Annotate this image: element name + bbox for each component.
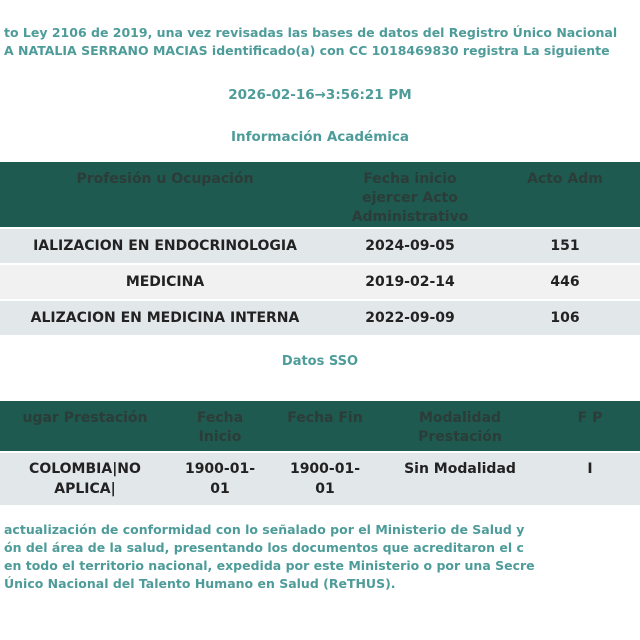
footer-line-1: actualización de conformidad con lo señalado por el Ministerio de Salud y — [4, 522, 525, 537]
timestamp: 2026-02-16→3:56:21 PM — [228, 87, 412, 103]
act-cell: 151 — [490, 229, 640, 263]
table-header-row — [0, 162, 640, 227]
footer-text — [0, 521, 640, 593]
table-row — [0, 265, 640, 299]
academic-section-title: Información Académica — [230, 129, 410, 145]
table-row — [0, 301, 640, 335]
header-end: Fecha Fin — [270, 401, 380, 451]
header-admin-act: Acto Adm — [490, 162, 640, 227]
footer-line-2: ón del área de la salud, presentando los documentos que acreditaron el c — [4, 540, 524, 555]
academic-table — [0, 160, 640, 337]
date-cell: 2019-02-14 — [330, 265, 490, 299]
profession-cell: IALIZACION EN ENDOCRINOLOGIA — [0, 229, 330, 263]
table-header-row — [0, 401, 640, 451]
intro-line-1: to Ley 2106 de 2019, una vez revisadas las bases de datos del Registro Único Nacional — [4, 25, 618, 40]
intro-text — [0, 0, 640, 60]
header-start-date: Fecha inicio ejercer Acto Administrativo — [330, 162, 490, 227]
place-cell: COLOMBIA|NO APLICA| — [0, 453, 170, 505]
footer-line-4: Único Nacional del Talento Humano en Salud (ReTHUS). — [4, 576, 396, 591]
date-cell: 2022-09-09 — [330, 301, 490, 335]
end-cell: 1900-01-01 — [270, 453, 380, 505]
header-extra: F P — [540, 401, 640, 451]
profession-cell: MEDICINA — [0, 265, 330, 299]
table-row — [0, 453, 640, 505]
extra-cell: I — [540, 453, 640, 505]
intro-line-2: A NATALIA SERRANO MACIAS identificado(a) con CC 1018469830 registra La siguiente — [4, 43, 610, 58]
header-modality: Modalidad Prestación — [380, 401, 540, 451]
sso-section-title: Datos SSO — [281, 354, 359, 369]
sso-table — [0, 399, 640, 507]
start-cell: 1900-01-01 — [170, 453, 270, 505]
header-profession: Profesión u Ocupación — [0, 162, 330, 227]
modality-cell: Sin Modalidad — [380, 453, 540, 505]
header-start: Fecha Inicio — [170, 401, 270, 451]
table-row — [0, 229, 640, 263]
act-cell: 106 — [490, 301, 640, 335]
footer-line-3: en todo el territorio nacional, expedida por este Ministerio o por una Secre — [4, 558, 535, 573]
header-place: ugar Prestación — [0, 401, 170, 451]
profession-cell: ALIZACION EN MEDICINA INTERNA — [0, 301, 330, 335]
act-cell: 446 — [490, 265, 640, 299]
date-cell: 2024-09-05 — [330, 229, 490, 263]
